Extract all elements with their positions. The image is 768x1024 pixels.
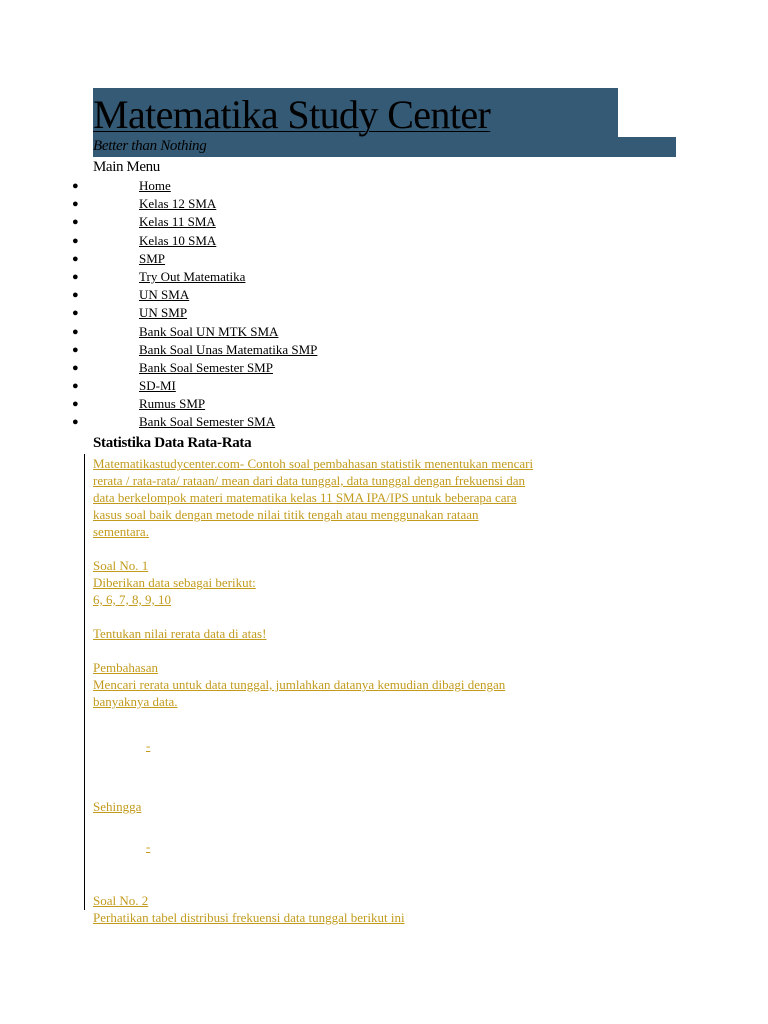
formula-placeholder[interactable]: - (146, 738, 151, 753)
menu-link-kelas-11[interactable]: Kelas 11 SMA (139, 214, 216, 230)
main-menu-heading: Main Menu (93, 159, 160, 175)
menu-link-home[interactable]: Home (139, 178, 171, 193)
sehingga-label[interactable]: Sehingga (93, 799, 142, 814)
bullet-icon: ● (72, 361, 79, 374)
site-title[interactable]: Matematika Study Center (93, 92, 491, 137)
intro-line[interactable]: kasus soal baik dengan metode nilai titik tengah atau menggunakan rataan (93, 507, 479, 522)
menu-link-smp[interactable]: SMP (139, 250, 166, 266)
bullet-icon: ● (72, 307, 79, 320)
article-title: Statistika Data Rata-Rata (93, 435, 252, 451)
soal-1-text[interactable]: Diberikan data sebagai berikut: (93, 575, 256, 590)
menu-link-sd-mi[interactable]: SD-MI (139, 378, 176, 394)
soal-1-question[interactable]: Tentukan nilai rerata data di atas! (93, 626, 267, 641)
menu-link-try-out[interactable]: Try Out Matematika (139, 268, 246, 284)
bullet-icon: ● (72, 325, 79, 338)
menu-link-kelas-10[interactable]: Kelas 10 SMA (139, 232, 217, 248)
bullet-icon: ● (72, 234, 79, 247)
pembahasan-line[interactable]: Mencari rerata untuk data tunggal, jumlahkan datanya kemudian dibagi dengan (93, 677, 506, 692)
bullet-icon: ● (72, 216, 79, 229)
menu-link-un-smp[interactable]: UN SMP (139, 305, 188, 321)
bullet-icon: ● (72, 289, 79, 302)
bullet-icon: ● (72, 270, 79, 283)
menu-link-bank-soal-semester-smp[interactable]: Bank Soal Semester SMP (139, 359, 273, 375)
soal-2-label[interactable]: Soal No. 2 (93, 893, 149, 908)
article-left-border (84, 454, 85, 910)
menu-link-bank-soal-unas-smp[interactable]: Bank Soal Unas Matematika SMP (139, 341, 318, 357)
bullet-icon: ● (72, 252, 79, 265)
menu-link-rumus-smp[interactable]: Rumus SMP (139, 396, 206, 412)
bullet-icon: ● (72, 198, 79, 211)
menu-link-kelas-12[interactable]: Kelas 12 SMA (139, 196, 217, 212)
pembahasan-label[interactable]: Pembahasan (93, 660, 158, 675)
intro-line[interactable]: rerata / rata-rata/ rataan/ mean dari data tunggal, data tunggal dengan frekuensi dan (93, 473, 526, 488)
bullet-icon: ● (72, 416, 79, 429)
intro-line[interactable]: Matematikastudycenter.com- Contoh soal pembahasan statistik menentukan mencari (93, 456, 534, 471)
bullet-icon: ● (72, 380, 79, 393)
soal-1-data[interactable]: 6, 6, 7, 8, 9, 10 (93, 592, 171, 607)
bullet-icon: ● (72, 180, 79, 192)
bullet-icon: ● (72, 398, 79, 411)
site-tagline: Better than Nothing (93, 138, 207, 154)
menu-link-un-sma[interactable]: UN SMA (139, 287, 190, 303)
pembahasan-line[interactable]: banyaknya data. (93, 694, 178, 709)
formula-placeholder[interactable]: - (146, 839, 151, 854)
soal-2-text[interactable]: Perhatikan tabel distribusi frekuensi data tunggal berikut ini (93, 910, 405, 925)
intro-line[interactable]: data berkelompok materi matematika kelas 11 SMA IPA/IPS untuk beberapa cara (93, 490, 517, 505)
menu-link-bank-soal-un-mtk-sma[interactable]: Bank Soal UN MTK SMA (139, 323, 279, 339)
soal-1-label[interactable]: Soal No. 1 (93, 558, 149, 573)
bullet-icon: ● (72, 343, 79, 356)
menu-link-bank-soal-semester-sma[interactable]: Bank Soal Semester SMA (139, 414, 276, 430)
intro-line[interactable]: sementara. (93, 524, 149, 539)
article-body (93, 455, 633, 926)
